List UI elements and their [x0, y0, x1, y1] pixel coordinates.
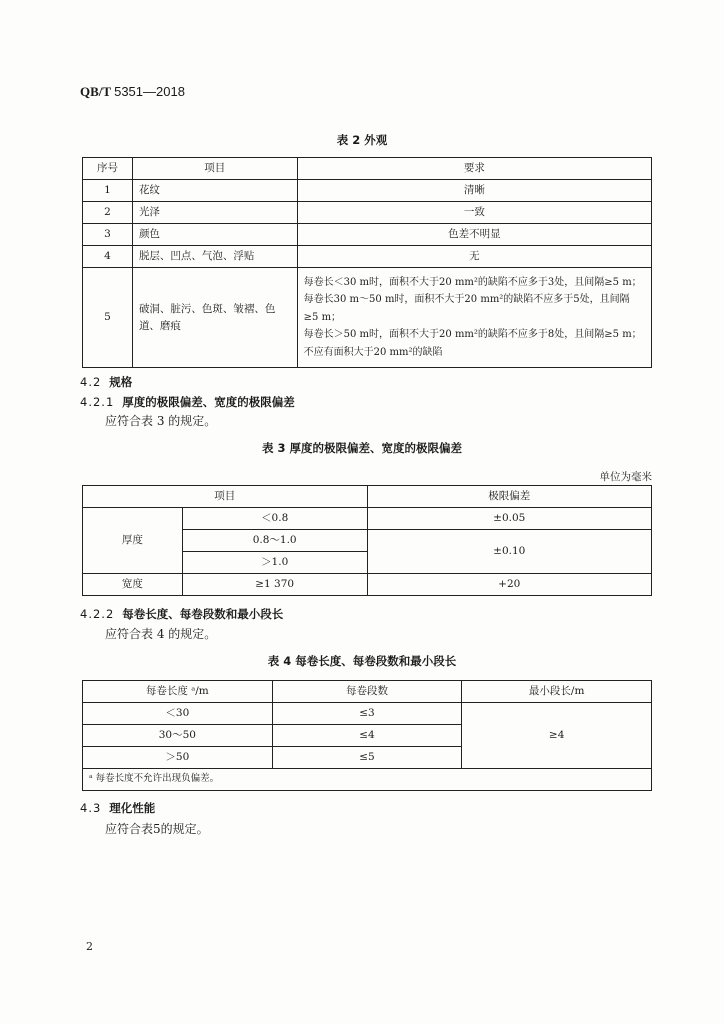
- header-cell: 每卷段数: [272, 681, 462, 703]
- cell-segments: ≤4: [272, 725, 462, 747]
- req-line: ≥5 m；: [303, 311, 342, 323]
- header-cell: 项目: [132, 158, 297, 180]
- cell-segments: ≤3: [272, 703, 462, 725]
- cell-range: ＜0.8: [182, 508, 367, 530]
- cell-no: 2: [83, 202, 133, 224]
- cell-no: 3: [83, 224, 133, 246]
- cell-length: 30～50: [83, 725, 273, 747]
- section-4-2-1-heading: [80, 394, 295, 410]
- doc-prefix: QB/T: [80, 84, 111, 99]
- cell-width-label: 宽度: [83, 574, 183, 596]
- header-cell: 项目: [83, 486, 368, 508]
- cell-req: 无: [297, 246, 651, 268]
- cell-no: 4: [83, 246, 133, 268]
- section-4-2-heading: [80, 374, 132, 390]
- table-row: [83, 703, 652, 725]
- cell-item: 脱层、凹点、气泡、浮贴: [132, 246, 297, 268]
- req-line: 每卷长30 m～50 m时，面积不大于20 mm²的缺陷不应多于5处，且间隔: [303, 294, 630, 306]
- req-line: 每卷长＞50 m时，面积不大于20 mm²的缺陷不应多于8处，且间隔≥5 m；: [303, 329, 642, 341]
- section-title: 规格: [109, 375, 133, 389]
- header-cell: 极限偏差: [367, 486, 652, 508]
- section-number: 4.3: [80, 801, 102, 815]
- table-note-row: [83, 769, 652, 791]
- cell-length: ＜30: [83, 703, 273, 725]
- cell-range: ≥1 370: [182, 574, 367, 596]
- section-title: 每卷长度、每卷段数和最小段长: [122, 607, 284, 621]
- cell-item: 颜色: [132, 224, 297, 246]
- table-row: [83, 224, 652, 246]
- cell-deviation: ±0.05: [367, 508, 652, 530]
- section-number: 4.2.1: [80, 395, 115, 409]
- section-4-2-2-body: 应符合表 4 的规定。: [105, 627, 217, 641]
- section-4-3-body: 应符合表5的规定。: [105, 822, 209, 836]
- table3-deviation: [82, 485, 652, 596]
- table-header-row: [83, 681, 652, 703]
- cell-no: 5: [83, 268, 133, 368]
- doc-number: 5351—2018: [114, 84, 185, 99]
- header-cell: 序号: [83, 158, 133, 180]
- document-code: [80, 84, 185, 100]
- table2-appearance: [82, 157, 652, 368]
- table2-caption: 表 2 外观: [336, 133, 388, 147]
- page-number: 2: [86, 940, 93, 953]
- cell-min-length: ≥4: [462, 703, 652, 769]
- req-line: 不应有面积大于20 mm²的缺陷: [303, 346, 443, 358]
- cell-range: ＞1.0: [182, 552, 367, 574]
- cell-req: 清晰: [297, 180, 651, 202]
- cell-deviation: ±0.10: [367, 530, 652, 574]
- section-4-3-heading: [80, 800, 155, 816]
- cell-item: 花纹: [132, 180, 297, 202]
- cell-deviation: +20: [367, 574, 652, 596]
- section-number: 4.2: [80, 375, 102, 389]
- section-4-2-1-body: 应符合表 3 的规定。: [105, 414, 217, 428]
- table-row: [83, 574, 652, 596]
- table-row: [83, 246, 652, 268]
- table-row: [83, 202, 652, 224]
- table3-caption: 表 3 厚度的极限偏差、宽度的极限偏差: [261, 441, 462, 455]
- header-cell: 每卷长度 ᵃ/m: [83, 681, 273, 703]
- header-cell: 要求: [297, 158, 651, 180]
- cell-item: 光泽: [132, 202, 297, 224]
- cell-range: 0.8～1.0: [182, 530, 367, 552]
- section-4-2-2-heading: [80, 606, 283, 622]
- cell-req: 一致: [297, 202, 651, 224]
- cell-segments: ≤5: [272, 747, 462, 769]
- header-cell: 最小段长/m: [462, 681, 652, 703]
- cell-no: 1: [83, 180, 133, 202]
- table-row: [83, 508, 652, 530]
- table4-roll-length: [82, 680, 652, 791]
- section-number: 4.2.2: [80, 607, 115, 621]
- cell-length: ＞50: [83, 747, 273, 769]
- cell-req-multiline: [297, 268, 651, 368]
- cell-req: 色差不明显: [297, 224, 651, 246]
- req-line: 每卷长＜30 m时，面积不大于20 mm²的缺陷不应多于3处，且间隔≥5 m；: [303, 276, 642, 288]
- cell-item: 破洞、脏污、色斑、皱褶、色道、磨痕: [132, 268, 297, 368]
- table-footnote: ᵃ 每卷长度不允许出现负偏差。: [83, 769, 652, 791]
- section-title: 厚度的极限偏差、宽度的极限偏差: [122, 395, 295, 409]
- cell-thickness-label: 厚度: [83, 508, 183, 574]
- table-row: [83, 268, 652, 368]
- table-row: [83, 180, 652, 202]
- table3-unit: 单位为毫米: [599, 471, 652, 483]
- table4-caption: 表 4 每卷长度、每卷段数和最小段长: [267, 654, 457, 668]
- table-header-row: [83, 486, 652, 508]
- section-title: 理化性能: [109, 801, 156, 815]
- table-header-row: [83, 158, 652, 180]
